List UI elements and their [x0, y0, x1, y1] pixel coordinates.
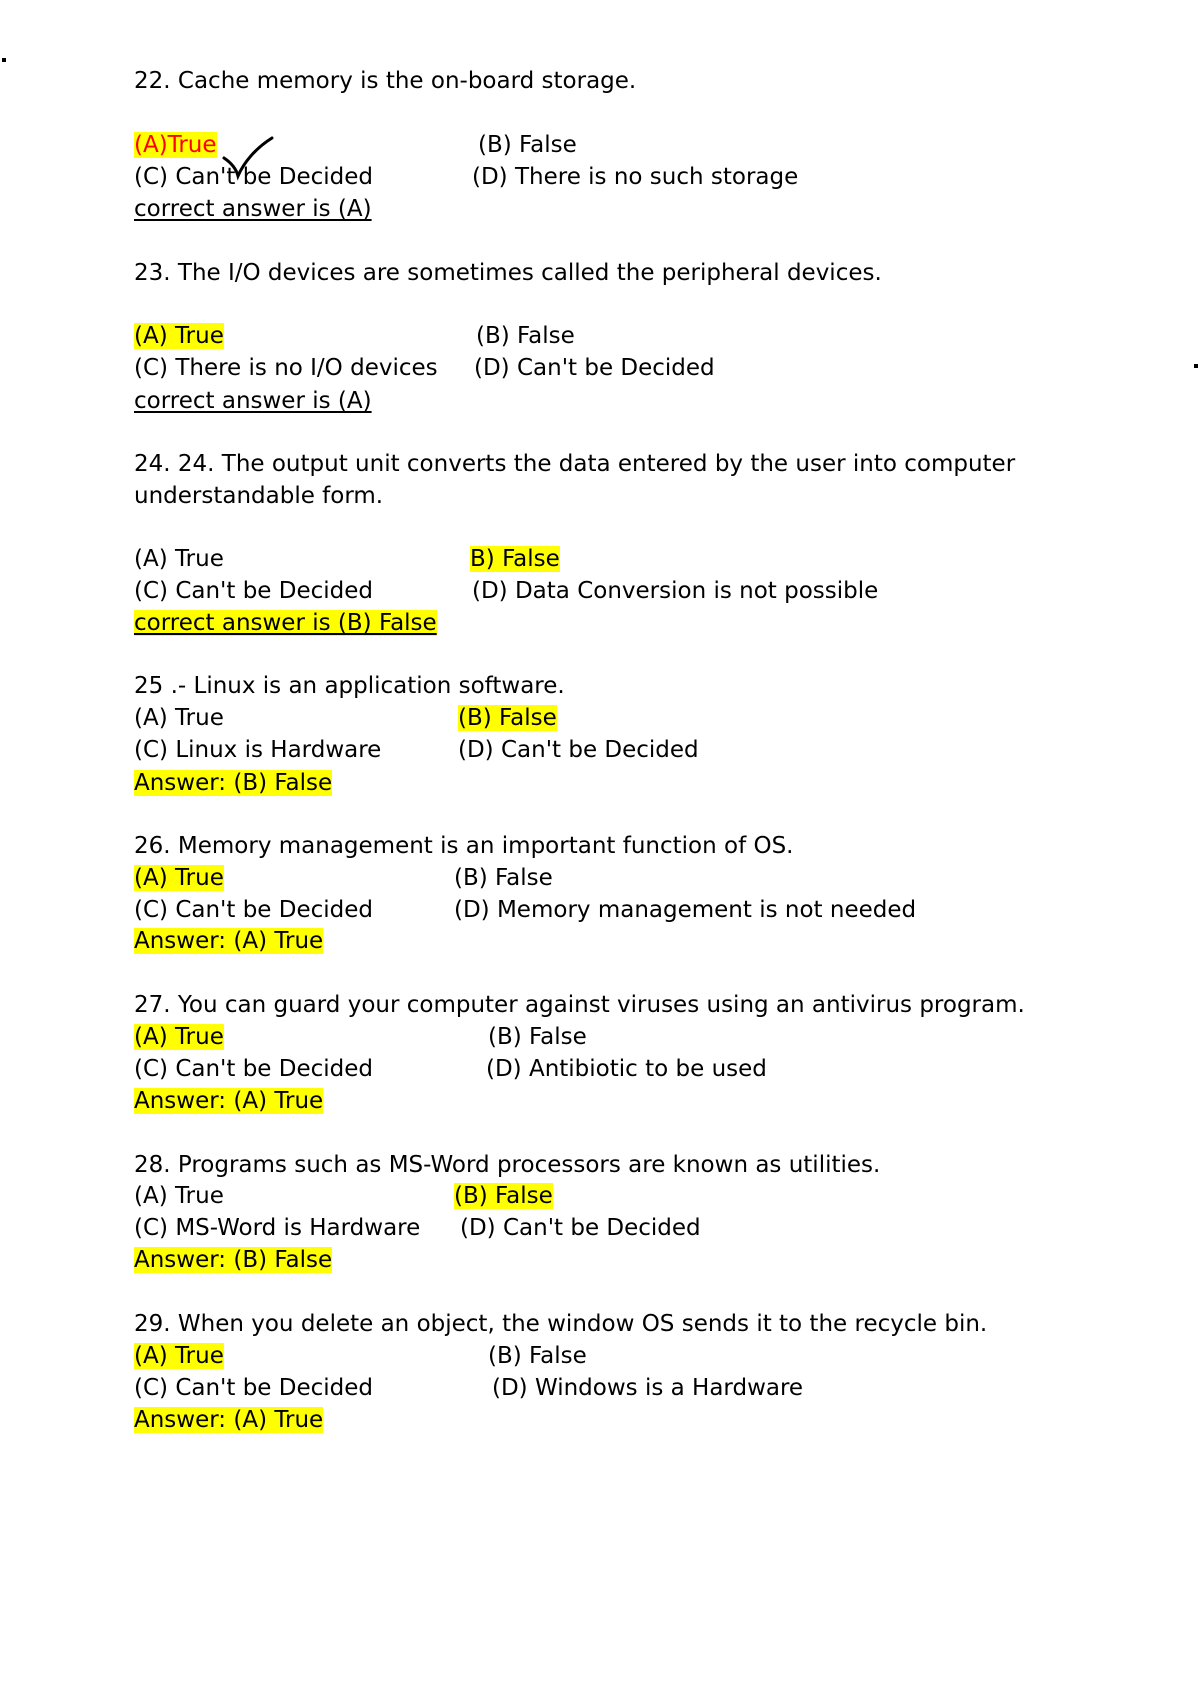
option-a-text: (A) True — [134, 323, 224, 349]
option-c: (C) There is no I/O devices — [134, 355, 438, 381]
option-a — [134, 321, 224, 351]
answer — [134, 768, 332, 798]
option-b: (B) False — [454, 865, 553, 891]
option-c: (C) MS-Word is Hardware — [134, 1215, 421, 1241]
option-d: (D) Antibiotic to be used — [486, 1056, 767, 1082]
option-b-text: (B) False — [458, 705, 557, 731]
option-c: (C) Can't be Decided — [134, 1375, 374, 1401]
question-22: 22. Cache memory is the on-board storage. — [134, 68, 637, 94]
option-b: (B) False — [488, 1343, 587, 1369]
option-d: (D) Can't be Decided — [460, 1215, 701, 1241]
question-25: 25 .- Linux is an application software. — [134, 673, 565, 699]
question-28: 28. Programs such as MS-Word processors are known as utilities. — [134, 1152, 881, 1178]
option-a — [134, 130, 217, 160]
option-b-text: (B) False — [454, 1183, 553, 1209]
answer — [134, 608, 437, 638]
option-a-text: (A)True — [134, 132, 217, 158]
option-b — [470, 544, 560, 574]
answer-text: Answer: (B) False — [134, 770, 333, 796]
answer-text: Answer: (B) False — [134, 1247, 333, 1273]
answer-text: Answer: (A) True — [134, 1088, 324, 1114]
option-d: (D) Memory management is not needed — [454, 897, 917, 923]
option-a-text: (A) True — [134, 1024, 224, 1050]
option-a — [134, 1341, 224, 1371]
option-b: (B) False — [488, 1024, 587, 1050]
question-24-cont: understandable form. — [134, 483, 384, 509]
option-d: (D) Can't be Decided — [474, 355, 715, 381]
answer-text: correct answer is (B) False — [134, 610, 437, 636]
option-c: (C) Can't be Decided — [134, 578, 374, 604]
answer — [134, 926, 323, 956]
answer — [134, 1245, 332, 1275]
option-c: (C) Linux is Hardware — [134, 737, 382, 763]
option-b — [458, 703, 557, 733]
answer-text: Answer: (A) True — [134, 928, 324, 954]
option-b-text: B) False — [470, 546, 560, 572]
option-d: (D) Can't be Decided — [458, 737, 699, 763]
question-27: 27. You can guard your computer against viruses using an antivirus program. — [134, 992, 1025, 1018]
answer-text: Answer: (A) True — [134, 1407, 324, 1433]
question-26: 26. Memory management is an important function of OS. — [134, 833, 794, 859]
margin-dot — [1194, 364, 1198, 368]
answer: correct answer is (A) — [134, 196, 372, 222]
answer — [134, 1086, 323, 1116]
option-b — [454, 1181, 553, 1211]
option-a: (A) True — [134, 705, 224, 731]
question-23: 23. The I/O devices are sometimes called the peripheral devices. — [134, 260, 882, 286]
option-c: (C) Can't be Decided — [134, 164, 374, 190]
option-a-text: (A) True — [134, 1343, 224, 1369]
option-a: (A) True — [134, 1183, 224, 1209]
option-d: (D) There is no such storage — [472, 164, 799, 190]
option-a-text: (A) True — [134, 865, 224, 891]
option-b: (B) False — [478, 132, 577, 158]
question-24: 24. 24. The output unit converts the data entered by the user into computer — [134, 451, 1016, 477]
answer: correct answer is (A) — [134, 388, 372, 414]
answer — [134, 1405, 323, 1435]
option-b: (B) False — [476, 323, 575, 349]
question-29: 29. When you delete an object, the window OS sends it to the recycle bin. — [134, 1311, 988, 1337]
option-d: (D) Windows is a Hardware — [492, 1375, 804, 1401]
option-d: (D) Data Conversion is not possible — [472, 578, 879, 604]
option-a — [134, 863, 224, 893]
margin-dot — [2, 58, 6, 62]
option-c: (C) Can't be Decided — [134, 897, 374, 923]
option-a — [134, 1022, 224, 1052]
option-a: (A) True — [134, 546, 224, 572]
option-c: (C) Can't be Decided — [134, 1056, 374, 1082]
